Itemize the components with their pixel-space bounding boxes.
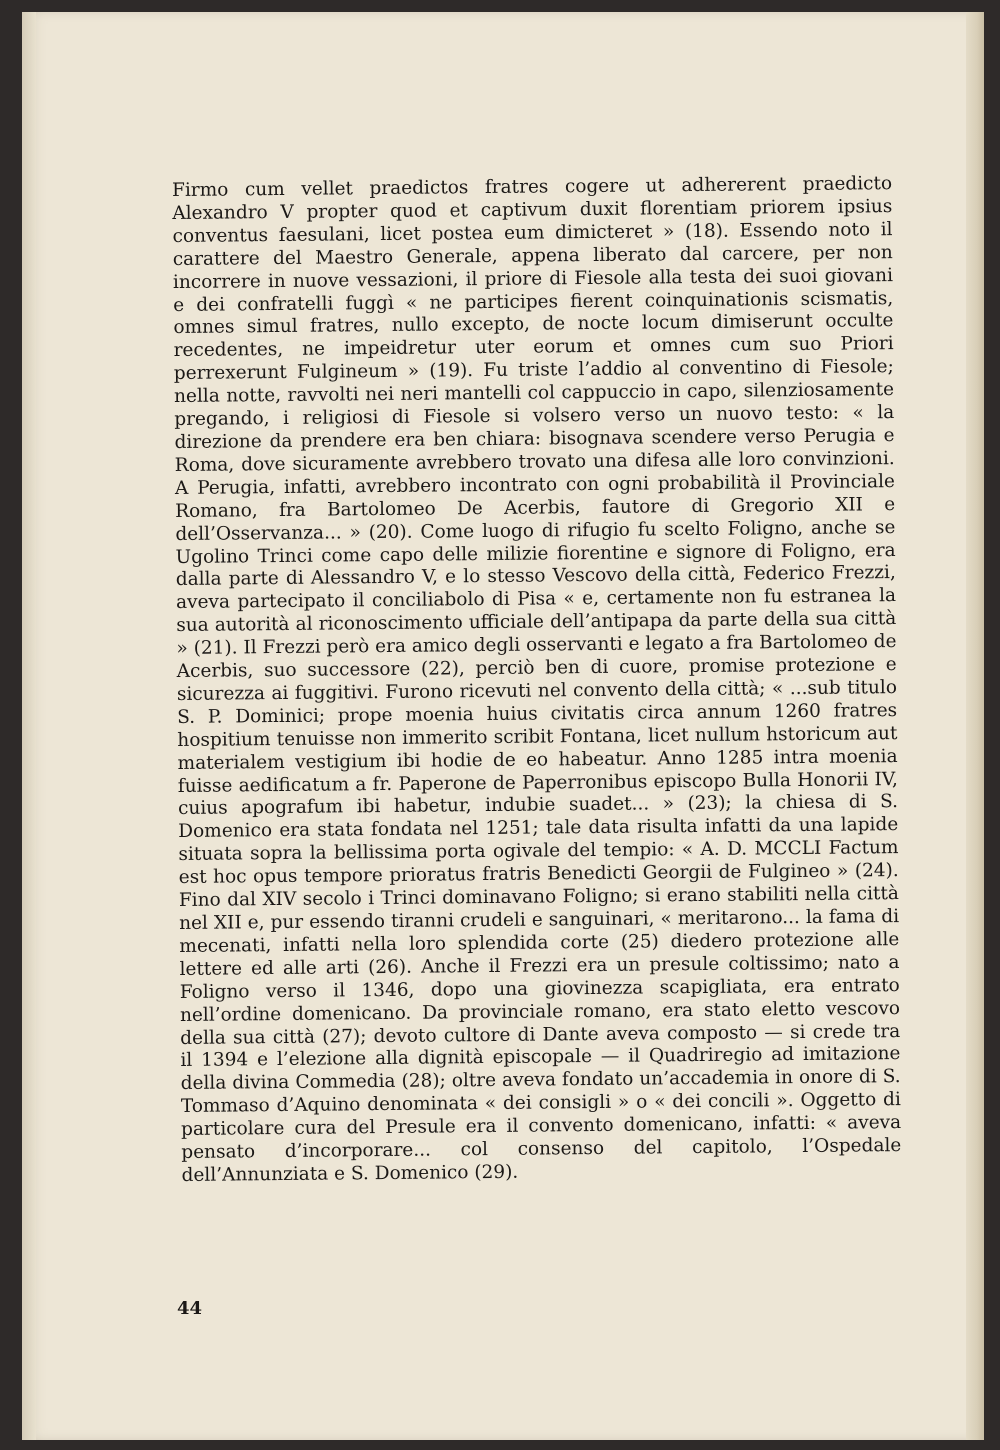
body-paragraph: Firmo cum vellet praedictos fratres cogere ut adhererent praedicto Alexandro V propter quod et captivum duxit florentiam priorem ipsius conventus faesulani, licet postea eum dimicteret » (18). Essendo noto il carattere del Maestro Generale, appena liberato dal carcere, per non incorrere in nuove vessazioni, il priore di Fiesole alla testa dei suoi giovani e dei confratelli fuggì « ne participes fierent coinquinationis scismatis, omnes simul fratres, nullo excepto, de nocte locum dimiserunt occulte recedentes, ne impeidretur uter eorum et omnes cum suo Priori perrexerunt Fulgineum » (19). Fu triste l’addio al conventino di Fiesole; nella notte, ravvolti nei neri mantelli col cappuccio in capo, silenziosamente pregando, i religiosi di Fiesole si volsero verso un nuovo testo: « la direzione da prendere era ben chiara: bisognava scendere verso Perugia e Roma, dove sicuramente avrebbero trovato una difesa alle loro convinzioni. A Perugia, infatti, avrebbero incontrato con ogni probabilità il Provinciale Romano, fra Bartolomeo De Acerbis, fautore di Gregorio XII e dell’Osservanza... » (20). Come luogo di rifugio fu scelto Foligno, anche se Ugolino Trinci come capo delle milizie fiorentine e signore di Foligno, era dalla parte di Alessandro V, e lo stesso Vescovo della città, Federico Frezzi, aveva partecipato il conciliabolo di Pisa « e, certamente non fu estranea la sua autorità al riconoscimento ufficiale dell’antipapa da parte della sua città » (21). Il Frezzi però era amico degli osservanti e legato a fra Bartolomeo de Acerbis, suo successore (22), perciò ben di cuore, promise protezione e sicurezza ai fuggitivi. Furono ricevuti nel convento della città; « ...sub titulo S. P. Dominici; prope moenia huius civitatis circa annum 1260 fratres hospitium tenuisse non immerito scribit Fontana, licet nullum hstoricum aut materialem vestigium ibi hodie de eo habeatur. Anno 1285 intra moenia fuisse aedificatum a fr. Paperone de Paperronibus episcopo Bulla Honorii IV, cuius apografum ibi habetur, indubie suadet... » (23); la chiesa di S. Domenico era stata fondata nel 1251; tale data risulta infatti da una lapide situata sopra la bellissima porta ogivale del tempio: « A. D. MCCLI Factum est hoc opus tempore prioratus fratris Benedicti Georgii de Fulgineo » (24). Fino dal XIV secolo i Trinci dominavano Foligno; si erano stabiliti nella città nel XII e, pur essendo tiranni crudeli e sanguinari, « meritarono... la fama di mecenati, infatti nella loro splendida corte (25) diedero protezione alle lettere ed alle arti (26). Anche il Frezzi era un presule coltissimo; nato a Foligno verso il 1346, dopo una giovinezza scapigliata, era entrato nell’ordine domenicano. Da provinciale romano, era stato eletto vescovo della sua città (27); devoto cultore di Dante aveva composto — si crede tra il 1394 e l’elezione alla dignità episcopale — il Quadriregio ad imitazione della divina Commedia (28); oltre aveva fondato un’accademia in onore di S. Tommaso d’Aquino denominata « dei consigli » o « dei concili ». Oggetto di particolare cura del Presule era il convento domenicano, infatti: « aveva pensato d’incorporare... col consenso del capitolo, l’Ospedale dell’Annunziata e S. Domenico (29). (172, 173, 902, 1186)
page-number: 44 (177, 1298, 203, 1319)
book-page (22, 12, 984, 1440)
body-text-block (172, 173, 902, 1188)
page-gutter-shadow (22, 12, 36, 1440)
page-edge (966, 12, 984, 1440)
